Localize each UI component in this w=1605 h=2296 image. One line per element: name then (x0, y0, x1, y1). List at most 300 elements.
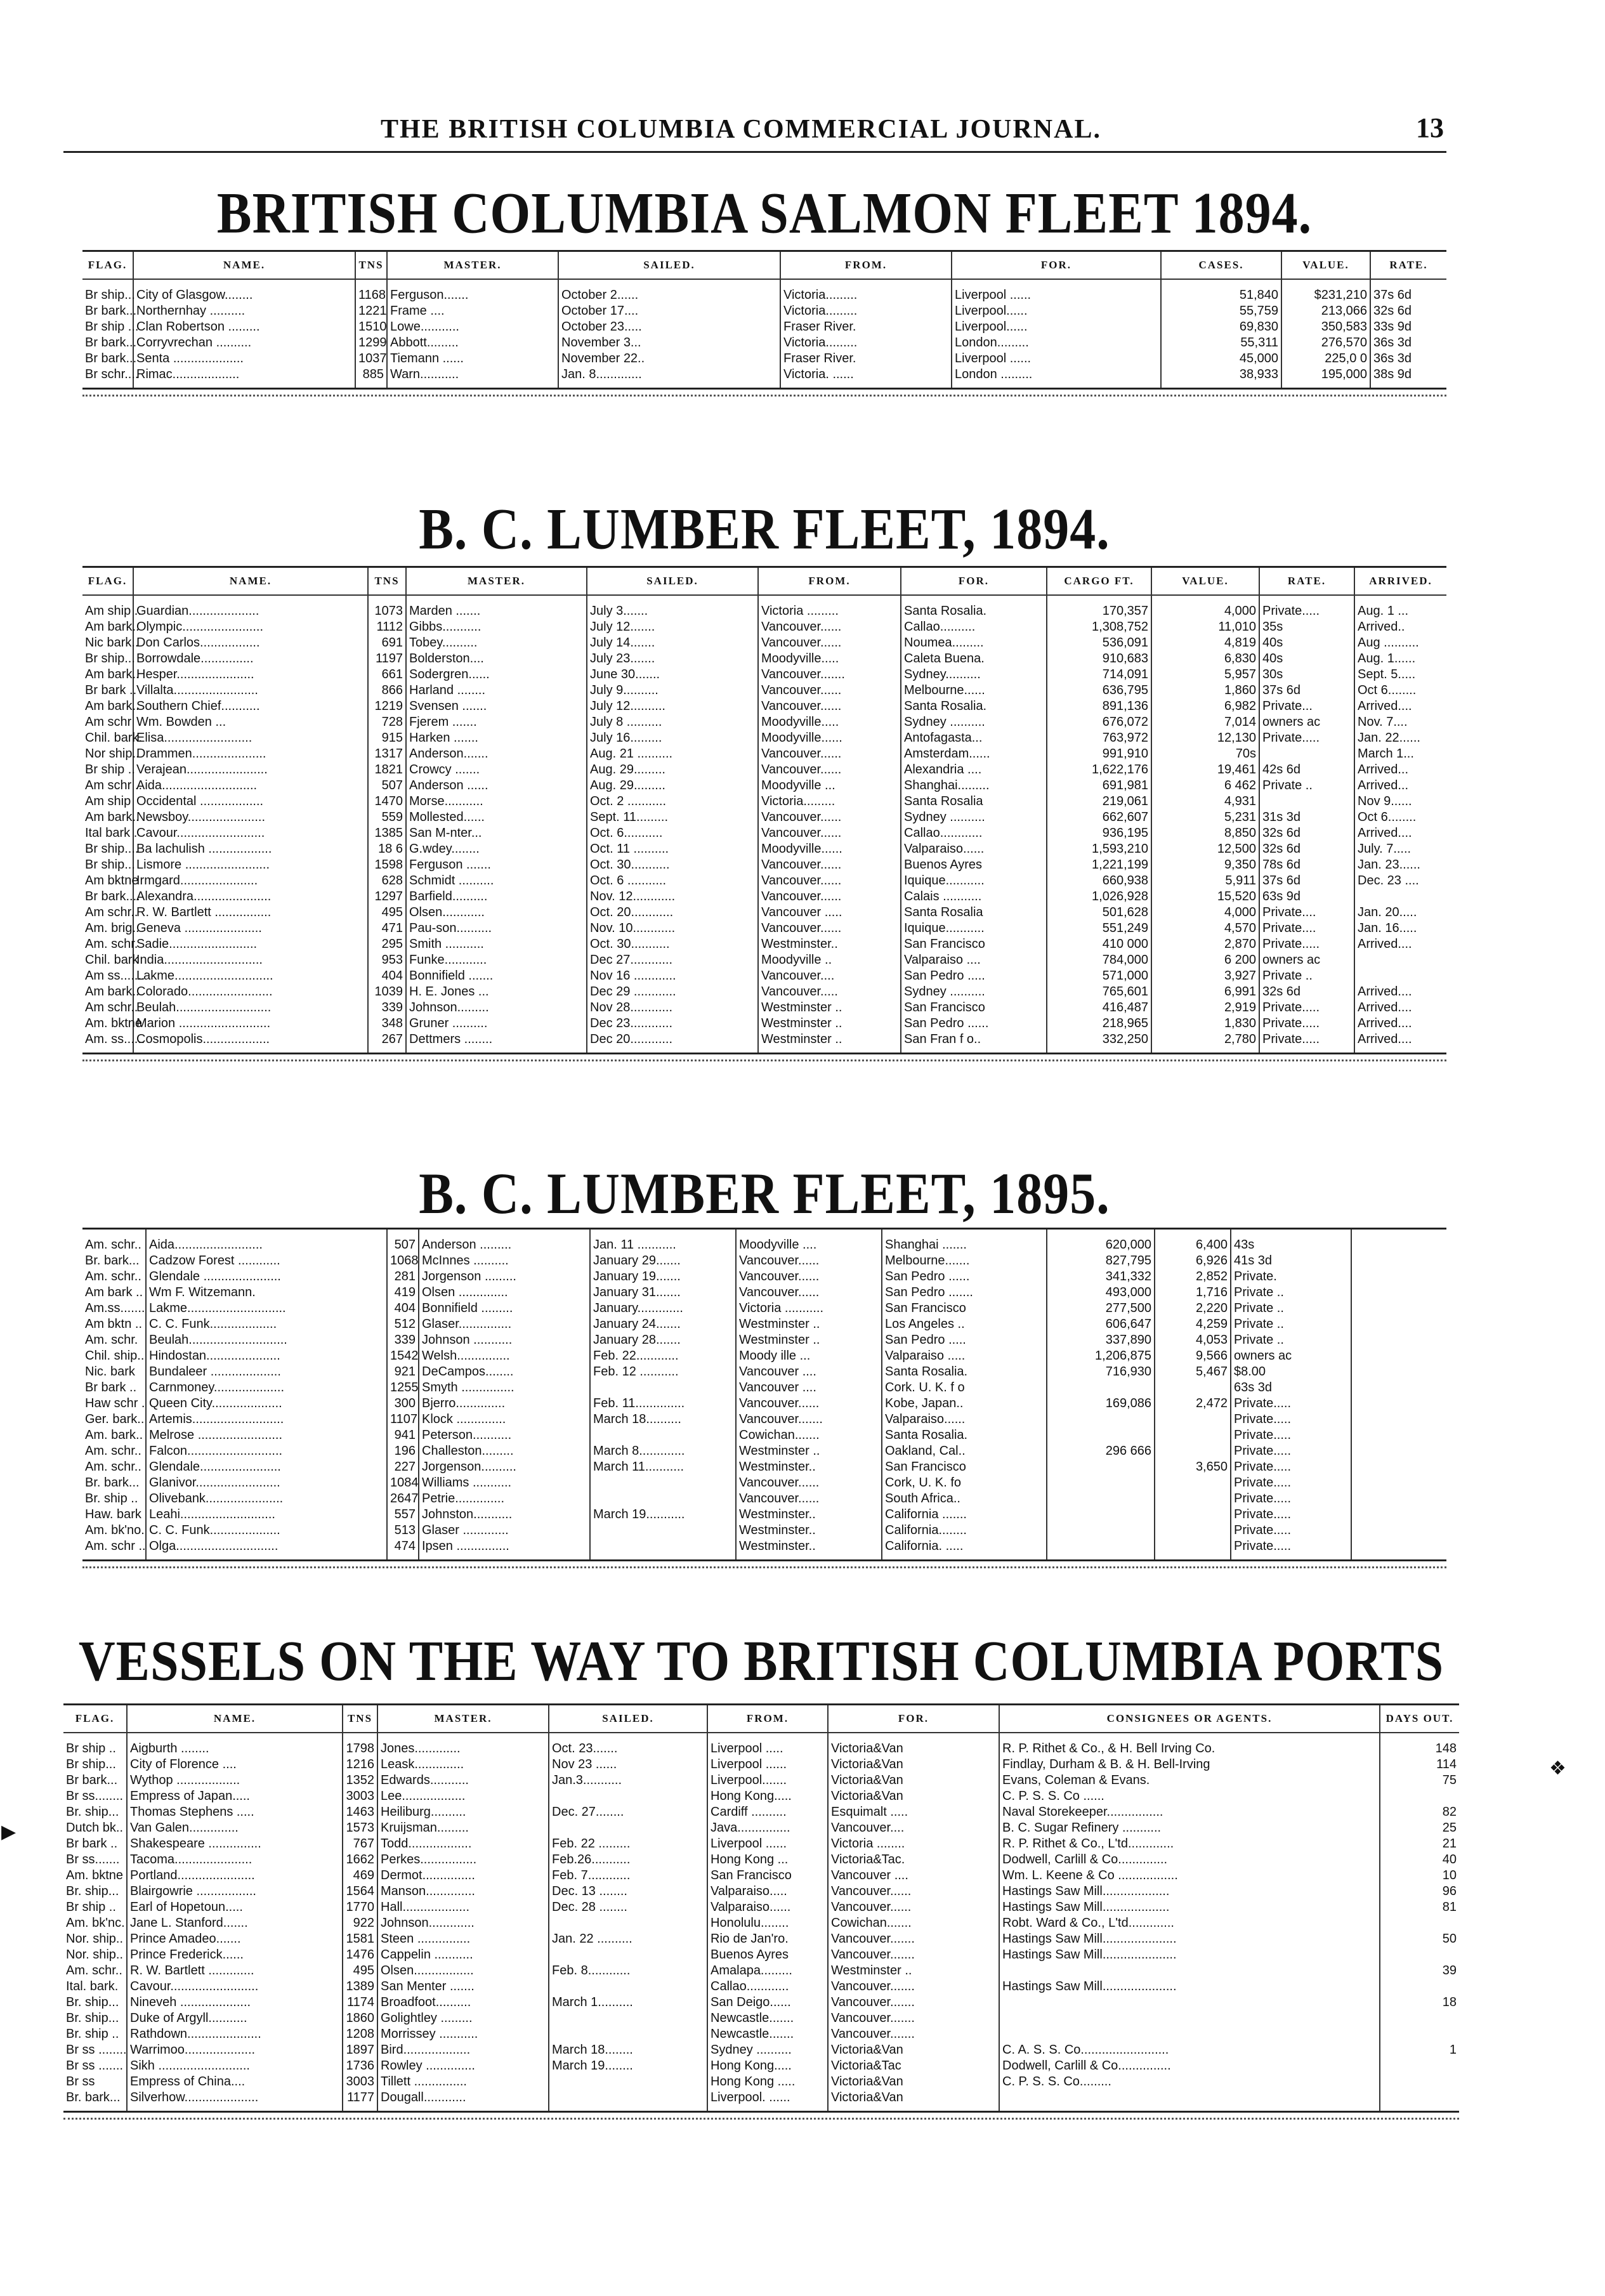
table-cell: Private .. (1231, 1316, 1351, 1332)
table-cell: 866 (368, 683, 406, 699)
table-cell: 536,091 (1047, 635, 1151, 651)
table-cell: Anderson ...... (406, 778, 587, 794)
table-cell: 36s 3d (1373, 336, 1412, 350)
table-cell: Am.ss....... (82, 1301, 146, 1316)
table-cell: Hall................... (377, 1899, 549, 1915)
table-row (82, 1459, 1446, 1475)
table-cell: C. C. Funk.................... (146, 1523, 387, 1538)
table-cell: July 12.......... (587, 699, 758, 714)
table-cell: Sydney .......... (901, 984, 1047, 1000)
table-cell (1351, 1229, 1446, 1254)
table-cell: 1,206,875 (1047, 1348, 1155, 1364)
table-row (82, 351, 1446, 367)
table-cell: 148 (1435, 1742, 1457, 1755)
table-cell (999, 2026, 1380, 2042)
table-cell: Victoria......... (758, 794, 901, 810)
table-cell: Br. bark... (63, 2090, 127, 2112)
table-cell: Glendale....................... (146, 1459, 387, 1475)
table-cell: Cadzow Forest ............ (146, 1253, 387, 1269)
table-cell (1351, 1269, 1446, 1285)
table-cell: Cappelin ........... (377, 1947, 549, 1963)
table-cell: 1073 (368, 595, 406, 619)
table-cell: Alexandria .... (901, 762, 1047, 778)
table-cell: 4,259 (1155, 1316, 1231, 1332)
table-cell: Vancouver...... (758, 921, 901, 936)
table-cell: $231,210 (1281, 279, 1370, 303)
arrow-right-icon: ▶ (1, 1821, 16, 1843)
table-cell: 1897 (343, 2042, 377, 2058)
vessels-en-route-section (63, 1630, 1459, 2120)
table-cell: Fraser River. (780, 319, 952, 335)
table-cell: Am schr.. (82, 905, 133, 921)
table-cell: 227 (387, 1459, 419, 1475)
table-cell: Br ship... (82, 279, 133, 303)
table-cell: 784,000 (1047, 952, 1151, 968)
table-cell: Br bark... (63, 1773, 127, 1788)
table-cell (1354, 968, 1446, 984)
table-row (63, 2074, 1459, 2090)
table-cell: 18 6 (368, 841, 406, 857)
table-cell: San Deigo...... (707, 1995, 828, 2011)
table-cell: 5,467 (1155, 1364, 1231, 1380)
table-cell: Marden ....... (406, 595, 587, 619)
table-cell: Santa Rosalia. (901, 699, 1047, 714)
table-row (63, 2042, 1459, 2058)
table-cell: Liverpool ...... (707, 1757, 828, 1773)
table-cell: Am bark.. (82, 667, 133, 683)
table-cell: Silverhow..................... (127, 2090, 343, 2112)
table-cell: 37s 6d (1373, 288, 1412, 302)
table-cell: Oct. 6........... (587, 825, 758, 841)
table-cell: Hong Kong ..... (707, 2074, 828, 2090)
table-cell: July 16......... (587, 730, 758, 746)
table-cell: Am ss....... (82, 968, 133, 984)
table-cell: 936,195 (1047, 825, 1151, 841)
table-cell: India............................ (133, 952, 368, 968)
table-cell: Liverpool ...... (952, 279, 1161, 303)
table-cell: Private... (1259, 699, 1354, 714)
table-cell (549, 1788, 707, 1804)
table-cell: 1,221,199 (1047, 857, 1151, 873)
table-cell: Drammen..................... (133, 746, 368, 762)
table-cell: 620,000 (1047, 1229, 1155, 1254)
table-cell: July 12....... (587, 619, 758, 635)
table-cell (1047, 1538, 1155, 1561)
column-header: VALUE. (1151, 567, 1259, 596)
table-cell: Hastings Saw Mill..................... (999, 1979, 1380, 1995)
column-header: CASES. (1161, 251, 1281, 280)
table-cell (1351, 1507, 1446, 1523)
table-cell: Feb. 22............ (590, 1348, 736, 1364)
table-cell: R. P. Rithet & Co., L'td............. (999, 1836, 1380, 1852)
table-cell: 767 (343, 1836, 377, 1852)
table-cell: Cosmopolis................... (133, 1032, 368, 1054)
table-cell: Valparaiso .... (901, 952, 1047, 968)
table-cell: 40 (1442, 1853, 1457, 1866)
table-cell: 69,830 (1161, 319, 1281, 335)
table-cell: San Francisco (882, 1459, 1047, 1475)
table-cell: Br bark... (82, 303, 133, 319)
table-cell: 96 (1442, 1884, 1457, 1898)
table-cell: Arrived... (1358, 778, 1409, 792)
table-row (82, 952, 1446, 968)
table-cell: City of Glasgow........ (133, 279, 355, 303)
table-row (82, 1269, 1446, 1285)
table-cell: Vancouver....... (828, 2026, 999, 2042)
table-row (63, 1899, 1459, 1915)
table-cell (1380, 1788, 1459, 1804)
table-cell: Glaser ............. (419, 1523, 590, 1538)
table-cell: Olivebank...................... (146, 1491, 387, 1507)
table-cell: California ....... (882, 1507, 1047, 1523)
table-cell: 31s 3d (1259, 810, 1354, 825)
table-cell: San Pedro ...... (901, 1016, 1047, 1032)
table-row (82, 984, 1446, 1000)
table-cell (549, 1979, 707, 1995)
table-cell: Dec 20............ (587, 1032, 758, 1054)
table-cell: 1662 (343, 1852, 377, 1868)
table-cell: 196 (387, 1443, 419, 1459)
table-cell: 1581 (343, 1931, 377, 1947)
table-cell: Iquique........... (901, 921, 1047, 936)
table-cell: 1476 (343, 1947, 377, 1963)
table-cell: Br ship ... (82, 319, 133, 335)
table-cell: Vancouver....... (828, 1995, 999, 2011)
table-cell: 827,795 (1047, 1253, 1155, 1269)
table-cell: Melrose ........................ (146, 1427, 387, 1443)
table-cell: Oct 6........ (1358, 810, 1417, 824)
table-cell: 55,759 (1161, 303, 1281, 319)
table-cell: Br. ship... (63, 1804, 127, 1820)
table-cell: Private..... (1259, 1000, 1354, 1016)
table-cell: Br schr.... (82, 367, 133, 389)
table-cell: Bolderston.... (406, 651, 587, 667)
table-cell: July 8 .......... (587, 714, 758, 730)
table-cell: Am. bk'no. (82, 1523, 146, 1538)
table-cell: Fjerem ....... (406, 714, 587, 730)
table-cell: 495 (368, 905, 406, 921)
table-cell: Am schr.. (82, 1000, 133, 1016)
table-cell: 12,500 (1151, 841, 1259, 857)
table-cell (590, 1380, 736, 1396)
table-cell: Antofagasta... (901, 730, 1047, 746)
table-row (82, 595, 1446, 619)
table-cell: Gibbs........... (406, 619, 587, 635)
table-cell: Aug. 1 ... (1358, 604, 1409, 618)
table-cell: Private..... (1231, 1523, 1351, 1538)
table-cell: Am. schr.. (82, 1459, 146, 1475)
table-cell: Lee.................. (377, 1788, 549, 1804)
table-cell: Glaser............... (419, 1316, 590, 1332)
table-cell: Evans, Coleman & Evans. (999, 1773, 1380, 1788)
table-cell: Wm F. Witzemann. (146, 1285, 387, 1301)
table-cell: November 3... (558, 335, 780, 351)
column-header: FROM. (780, 251, 952, 280)
table-cell: Esquimalt ..... (828, 1804, 999, 1820)
table-cell: 662,607 (1047, 810, 1151, 825)
table-row (82, 857, 1446, 873)
table-row (82, 794, 1446, 810)
table-cell: 728 (368, 714, 406, 730)
table-cell: Vancouver...... (758, 683, 901, 699)
table-cell: Vancouver....... (828, 1931, 999, 1947)
table-cell (549, 2011, 707, 2026)
table-cell: Am bktne (82, 873, 133, 889)
table-cell: Honolulu........ (707, 1915, 828, 1931)
table-cell: Tiemann ...... (387, 351, 558, 367)
lumber-fleet-1894-section (82, 496, 1446, 1061)
table-cell: Liverpool. ...... (707, 2090, 828, 2112)
table-cell (549, 2090, 707, 2112)
table-cell: 35s (1259, 619, 1354, 635)
table-cell: Shanghai......... (901, 778, 1047, 794)
table-cell: 953 (368, 952, 406, 968)
table-cell: Chil. bark (82, 952, 133, 968)
table-cell: March 1... (1358, 747, 1414, 761)
table-cell: Vancouver..... (758, 984, 901, 1000)
table-cell: 4,000 (1151, 905, 1259, 921)
table-cell: Br bark .. (82, 1380, 146, 1396)
table-cell (1047, 1523, 1155, 1538)
table-cell: 32s 6d (1259, 984, 1354, 1000)
table-row (82, 746, 1446, 762)
table-cell: Jan. 22 .......... (549, 1931, 707, 1947)
table-cell: 507 (387, 1229, 419, 1254)
table-cell: Moodyville..... (758, 714, 901, 730)
table-cell: Valparaiso...... (882, 1412, 1047, 1427)
table-cell: Valparaiso...... (901, 841, 1047, 857)
table-cell: Beulah............................ (146, 1332, 387, 1348)
table-row (82, 651, 1446, 667)
column-header: FLAG. (82, 251, 133, 280)
table-cell: Private .. (1231, 1301, 1351, 1316)
table-cell: Chil. bark. (82, 730, 133, 746)
table-cell (1155, 1475, 1231, 1491)
table-cell: Nov. 7.... (1358, 715, 1408, 729)
table-cell (1380, 2026, 1459, 2042)
column-header: FOR. (901, 567, 1047, 596)
table-cell: Westminster.. (736, 1507, 882, 1523)
table-cell: Barfield.......... (406, 889, 587, 905)
table-cell: 32s 6d (1373, 304, 1412, 318)
table-cell (1380, 2011, 1459, 2026)
table-cell: 40s (1259, 635, 1354, 651)
table-cell: San Pedro ..... (882, 1332, 1047, 1348)
table-cell: Sydney.......... (901, 667, 1047, 683)
table-cell: Manson.............. (377, 1884, 549, 1899)
table-cell: Am ship (82, 794, 133, 810)
table-cell: Johnson......... (406, 1000, 587, 1016)
table-cell: 1,593,210 (1047, 841, 1151, 857)
table-cell: Borrowdale............... (133, 651, 368, 667)
table-cell: 1470 (368, 794, 406, 810)
table-cell (590, 1427, 736, 1443)
table-cell: Golightley ......... (377, 2011, 549, 2026)
table-cell: Westminster .. (736, 1443, 882, 1459)
table-cell: Private .. (1231, 1285, 1351, 1301)
divider (63, 2118, 1459, 2120)
table-cell: Oct. 6 ........... (587, 873, 758, 889)
table-cell: Robt. Ward & Co., L'td............. (999, 1915, 1380, 1931)
table-cell: Vancouver...... (758, 873, 901, 889)
table-cell: 891,136 (1047, 699, 1151, 714)
table-cell: H. E. Jones ... (406, 984, 587, 1000)
table-cell: 25 (1442, 1821, 1457, 1835)
table-cell: Feb. 12 ........... (590, 1364, 736, 1380)
table-cell: 1168 (355, 279, 387, 303)
table-cell: July 14....... (587, 635, 758, 651)
divider (82, 395, 1446, 397)
table-cell: Hastings Saw Mill................... (999, 1884, 1380, 1899)
table-cell: 471 (368, 921, 406, 936)
table-cell: 716,930 (1047, 1364, 1155, 1380)
table-cell: 606,647 (1047, 1316, 1155, 1332)
table-cell: 2647 (387, 1491, 419, 1507)
table-cell: Empress of Japan..... (127, 1788, 343, 1804)
table-cell (1380, 1915, 1459, 1931)
table-row (82, 335, 1446, 351)
table-cell: Prince Frederick...... (127, 1947, 343, 1963)
table-cell: Private..... (1259, 595, 1354, 619)
table-cell: Cork, U. K. fo (882, 1475, 1047, 1491)
table-cell: Nov 28............ (587, 1000, 758, 1016)
table-row (63, 1773, 1459, 1788)
table-cell: Am bark .. (82, 1285, 146, 1301)
table-cell: Valparaiso ..... (882, 1348, 1047, 1364)
table-cell: Valparaiso...... (707, 1899, 828, 1915)
table-cell: Dec 23............ (587, 1016, 758, 1032)
table-cell: Hong Kong..... (707, 1788, 828, 1804)
column-header: FLAG. (63, 1705, 127, 1733)
table-cell: Caleta Buena. (901, 651, 1047, 667)
table-cell (1047, 1412, 1155, 1427)
table-cell: Am ship .. (82, 595, 133, 619)
table-cell: Vancouver .... (736, 1364, 882, 1380)
table-cell (1155, 1491, 1231, 1507)
table-cell: 1389 (343, 1979, 377, 1995)
table-cell: Dec. 28 ........ (549, 1899, 707, 1915)
table-cell: Aug .......... (1358, 636, 1419, 650)
table-cell: 82 (1442, 1805, 1457, 1819)
table-cell: 11,010 (1151, 619, 1259, 635)
table-cell: 660,938 (1047, 873, 1151, 889)
table-cell: 37s 6d (1259, 873, 1354, 889)
table-cell: 219,061 (1047, 794, 1151, 810)
table-cell: San Pedro ....... (882, 1285, 1047, 1301)
table-cell: Kruijsman......... (377, 1820, 549, 1836)
table-cell: 691,981 (1047, 778, 1151, 794)
table-cell: Oct. 2 ........... (587, 794, 758, 810)
table-row (82, 683, 1446, 699)
table-cell: Victoria&Van (828, 1773, 999, 1788)
column-header: NAME. (133, 251, 355, 280)
table-cell: Nov 16 ............ (587, 968, 758, 984)
table-cell: Bundaleer .................... (146, 1364, 387, 1380)
table-cell: 70s (1151, 746, 1259, 762)
table-cell: Jorgenson ......... (419, 1269, 590, 1285)
table-cell (1354, 952, 1446, 968)
table-cell: Cork. U. K. f o (882, 1380, 1047, 1396)
table-cell: Westminster .. (828, 1963, 999, 1979)
table-cell: Liverpool....... (707, 1773, 828, 1788)
table-cell: 676,072 (1047, 714, 1151, 730)
table-cell: Nineveh .................... (127, 1995, 343, 2011)
table-cell: Br ss (63, 2074, 127, 2090)
table-cell: Vancouver...... (736, 1491, 882, 1507)
table-cell: Cavour......................... (127, 1979, 343, 1995)
table-cell: Vancouver ..... (758, 905, 901, 921)
table-cell: Br. ship .. (63, 2026, 127, 2042)
table-cell: Br. ship... (63, 2011, 127, 2026)
table-cell: Vancouver....... (828, 2011, 999, 2026)
table-cell: Br bark.... (82, 889, 133, 905)
table-cell: Jorgenson.......... (419, 1459, 590, 1475)
table-cell: Feb. 11.............. (590, 1396, 736, 1412)
table-cell: Liverpool ..... (707, 1733, 828, 1757)
table-cell (1351, 1491, 1446, 1507)
table-cell: Private.... (1259, 905, 1354, 921)
table-cell: Marion .......................... (133, 1016, 368, 1032)
table-cell: Private..... (1231, 1459, 1351, 1475)
table-cell: Am schr (82, 714, 133, 730)
table-cell: Oct. 23....... (549, 1733, 707, 1757)
table-cell (1351, 1253, 1446, 1269)
table-cell: Hesper...................... (133, 667, 368, 683)
table-cell: B. C. Sugar Refinery ........... (999, 1820, 1380, 1836)
table-cell: Am. ss...... (82, 1032, 133, 1054)
table-cell: Vancouver....... (736, 1412, 882, 1427)
table-row (82, 889, 1446, 905)
table-cell: Rathdown..................... (127, 2026, 343, 2042)
table-row (82, 1000, 1446, 1016)
table-cell: Arrived.... (1358, 699, 1412, 713)
table-cell: California. ..... (882, 1538, 1047, 1561)
table-cell: Olympic....................... (133, 619, 368, 635)
table-cell: Vancouver .... (828, 1868, 999, 1884)
table-cell: 941 (387, 1427, 419, 1443)
table-row (82, 1016, 1446, 1032)
table-cell: Westminster .. (758, 1032, 901, 1054)
table-cell: 9,566 (1155, 1348, 1231, 1364)
table-cell: Hastings Saw Mill................... (999, 1899, 1380, 1915)
table-cell: 763,972 (1047, 730, 1151, 746)
table-cell: Nov. 10............ (587, 921, 758, 936)
table-cell: Arrived.... (1358, 937, 1412, 951)
table-cell: Portland...................... (127, 1868, 343, 1884)
table-cell: Liverpool...... (952, 319, 1161, 335)
column-header: RATE. (1370, 251, 1446, 280)
table-cell: Callao............ (901, 825, 1047, 841)
table-cell: Geneva ...................... (133, 921, 368, 936)
table-cell (549, 1915, 707, 1931)
table-row (82, 1332, 1446, 1348)
table-cell: Am bktn .. (82, 1316, 146, 1332)
table-cell: 991,910 (1047, 746, 1151, 762)
table-cell: Welsh............... (419, 1348, 590, 1364)
table-cell: Broadfoot.......... (377, 1995, 549, 2011)
table-cell: 1573 (343, 1820, 377, 1836)
table-cell: Harland ........ (406, 683, 587, 699)
table-row (63, 1757, 1459, 1773)
table-cell: October 17.... (558, 303, 780, 319)
table-cell: 267 (368, 1032, 406, 1054)
table-cell: Irmgard...................... (133, 873, 368, 889)
table-cell: R. P. Rithet & Co., & H. Bell Irving Co. (999, 1733, 1380, 1757)
table-cell: 6,400 (1155, 1229, 1231, 1254)
table-cell: 765,601 (1047, 984, 1151, 1000)
table-cell: Am. schr.. (82, 1443, 146, 1459)
table-cell: Perkes................ (377, 1852, 549, 1868)
